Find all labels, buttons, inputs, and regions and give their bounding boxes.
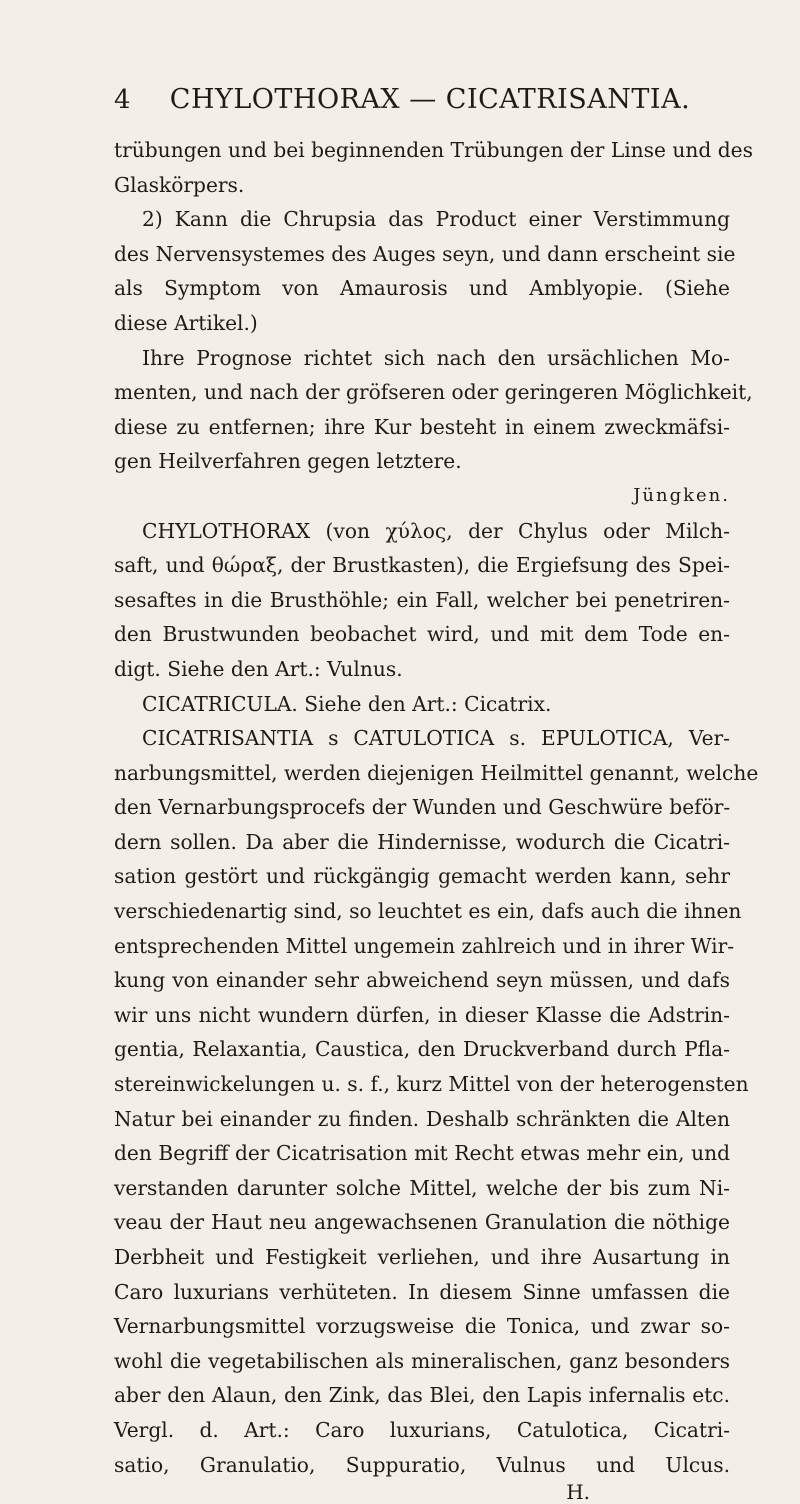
text-line: Vergl. d. Art.: Caro luxurians, Catulotica, Cicatri-	[114, 1417, 730, 1442]
text-line: Caro luxurians verhüteten. In diesem Sinne umfassen die	[114, 1279, 730, 1304]
text-line: wohl die vegetabilischen als mineralischen, ganz besonders	[114, 1348, 730, 1373]
text-line: veau der Haut neu angewachsenen Granulation die nöthige	[114, 1210, 730, 1235]
text-line: Glaskörpers.	[114, 172, 245, 197]
text-line: diese Artikel.)	[114, 310, 258, 335]
page-header	[114, 84, 730, 115]
entry-cicatrisantia: CICATRISANTIA s CATULOTICA s. EPULOTICA, Ver-	[142, 726, 730, 751]
page-number: 4	[114, 85, 132, 115]
text-line: verstanden darunter solche Mittel, welche der bis zum Ni-	[114, 1175, 730, 1200]
text-line: digt. Siehe den Art.: Vulnus.	[114, 656, 403, 681]
text-line: Vernarbungsmittel vorzugsweise die Tonica, und zwar so-	[114, 1314, 730, 1339]
text-line: den Begriff der Cicatrisation mit Recht etwas mehr ein, und	[114, 1141, 730, 1166]
text-line: dern sollen. Da aber die Hindernisse, wodurch die Cicatri-	[114, 829, 730, 854]
body-text	[114, 133, 759, 1482]
text-line: des Nervensystemes des Auges seyn, und dann erscheint sie	[114, 241, 736, 266]
text-line: saft, und θώραξ, der Brustkasten), die Ergiefsung des Spei-	[114, 553, 730, 578]
text-line: sesaftes in die Brusthöhle; ein Fall, welcher bei penetriren-	[114, 587, 730, 612]
author-signature: Jüngken.	[633, 484, 730, 506]
signature: H.	[566, 1480, 590, 1504]
text-line: 2) Kann die Chrupsia das Product einer Verstimmung	[142, 207, 730, 232]
text-line: Ihre Prognose richtet sich nach den ursächlichen Mo-	[142, 345, 730, 370]
text-line: Derbheit und Festigkeit verliehen, und ihre Ausartung in	[114, 1245, 730, 1269]
text-line: als Symptom von Amaurosis und Amblyopie. (Siehe	[114, 276, 730, 301]
entry-cicatricula: CICATRICULA. Siehe den Art.: Cicatrix.	[142, 691, 552, 716]
text-line: den Vernarbungsprocefs der Wunden und Geschwüre beför-	[114, 795, 731, 820]
text-line: satio, Granulatio, Suppuratio, Vulnus und Ulcus.	[114, 1452, 730, 1477]
text-line: gen Heilverfahren gegen letztere.	[114, 449, 462, 474]
text-line: verschiedenartig sind, so leuchtet es ein, dafs auch die ihnen	[114, 899, 742, 924]
text-line: narbungsmittel, werden diejenigen Heilmittel genannt, welche	[114, 760, 759, 785]
text-line: wir uns nicht wundern dürfen, in dieser Klasse die Adstrin-	[114, 1002, 730, 1027]
text-line: aber den Alaun, den Zink, das Blei, den Lapis infernalis etc.	[114, 1383, 730, 1408]
text-line: stereinwickelungen u. s. f., kurz Mittel von der heterogensten	[114, 1072, 749, 1097]
text-line: diese zu entfernen; ihre Kur besteht in einem zweckmäfsi-	[114, 414, 730, 439]
running-title: CHYLOTHORAX — CICATRISANTIA.	[169, 84, 691, 115]
text-line: gentia, Relaxantia, Caustica, den Druckverband durch Pfla-	[114, 1037, 730, 1062]
text-line: trübungen und bei beginnenden Trübungen der Linse und des	[114, 138, 753, 162]
text-line: Natur bei einander zu finden. Deshalb schränkten die Alten	[114, 1106, 730, 1131]
text-line: den Brustwunden beobachet wird, und mit dem Tode en-	[114, 622, 730, 647]
text-line: entsprechenden Mittel ungemein zahlreich und in ihrer Wir-	[114, 933, 735, 958]
text-line: kung von einander sehr abweichend seyn müssen, und dafs	[114, 968, 730, 993]
text-line: menten, und nach der gröfseren oder geringeren Möglichkeit,	[114, 380, 753, 405]
entry-chylothorax: CHYLOTHORAX (von χύλος, der Chylus oder Milch-	[142, 518, 730, 543]
text-line: sation gestört und rückgängig gemacht werden kann, sehr	[114, 864, 730, 889]
